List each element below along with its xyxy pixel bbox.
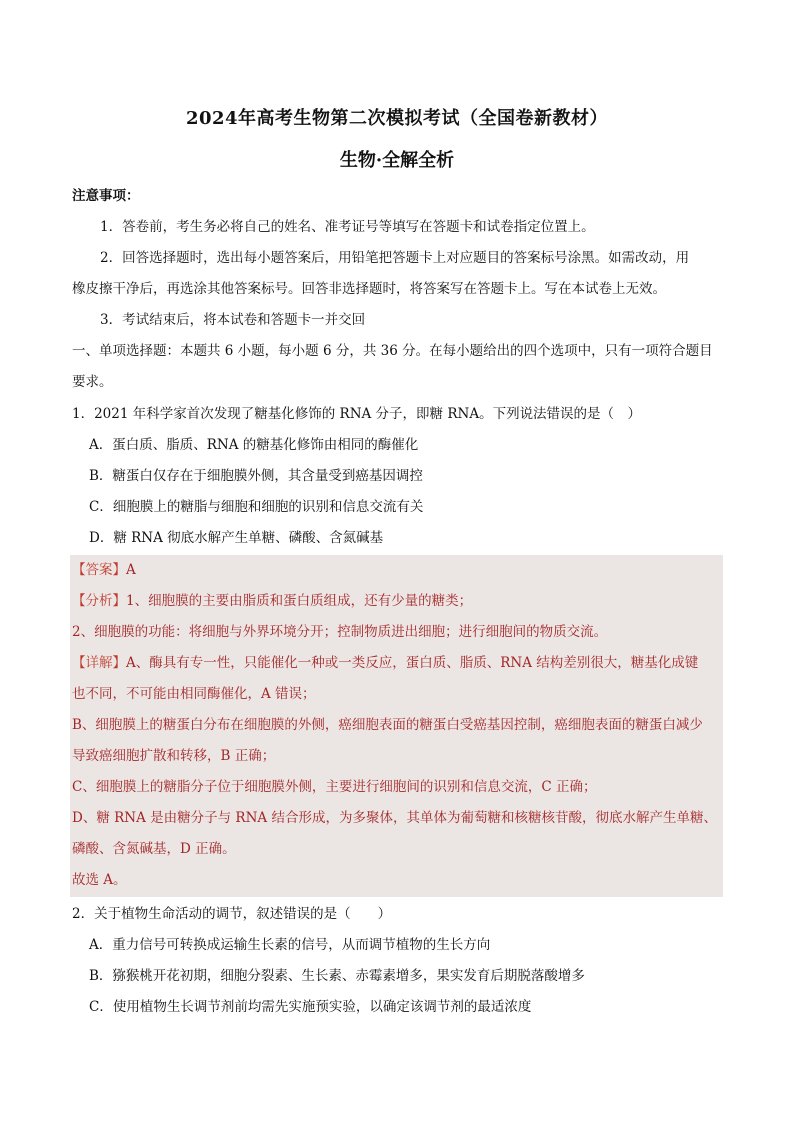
notice-heading: 注意事项： <box>72 188 140 204</box>
detail-line <box>72 654 698 672</box>
detail-text: A、酶具有专一性，只能催化一种或一类反应，蛋白质、脂质、RNA 结构差别很大，糖基化成键 <box>126 655 699 671</box>
question-option: A．重力信号可转换成运输生长素的信号，从而调节植物的生长方向 <box>89 937 491 953</box>
detail-text: 导致癌细胞扩散和转移，B 正确； <box>72 748 276 764</box>
analysis-tag: 【分析】 <box>72 593 126 609</box>
question-stem: 1．2021 年科学家首次发现了糖基化修饰的 RNA 分子，即糖 RNA。下列说法错误的是（ ） <box>72 406 642 422</box>
notice-item: 3．考试结束后，将本试卷和答题卡一并交回 <box>100 312 366 328</box>
analysis-line <box>72 592 472 610</box>
answer-tag: 【答案】 <box>72 562 126 578</box>
detail-text: C、细胞膜上的糖脂分子位于细胞膜外侧，主要进行细胞间的识别和信息交流，C 正确； <box>72 779 597 795</box>
question-option: B．猕猴桃开花初期，细胞分裂素、生长素、赤霉素增多，果实发育后期脱落酸增多 <box>89 968 585 984</box>
page-title: 2024年高考生物第二次模拟考试（全国卷新教材） <box>185 108 609 129</box>
analysis-text: 2、细胞膜的功能：将细胞与外界环境分开；控制物质进出细胞；进行细胞间的物质交流。 <box>72 624 608 640</box>
detail-text: B、细胞膜上的糖蛋白分布在细胞膜的外侧，癌细胞表面的糖蛋白受癌基因控制，癌细胞表面的糖蛋白减少 <box>72 717 703 733</box>
question-option: A．蛋白质、脂质、RNA 的糖基化修饰由相同的酶催化 <box>89 437 419 453</box>
detail-text: 也不同，不可能由相同酶催化，A 错误； <box>72 686 316 702</box>
question-option: B．糖蛋白仅存在于细胞膜外侧，其含量受到癌基因调控 <box>89 468 423 484</box>
question-option: D．糖 RNA 彻底水解产生单糖、磷酸、含氮碱基 <box>89 530 384 546</box>
detail-text: D、糖 RNA 是由糖分子与 RNA 结合形成，为多聚体，其单体为葡萄糖和核糖核苷酸，彻底水解产生单糖、 <box>72 810 717 826</box>
answer-value: A <box>126 562 136 578</box>
detail-tag: 【详解】 <box>72 655 126 671</box>
detail-text: 磷酸、含氮碱基，D 正确。 <box>72 841 236 857</box>
notice-item: 橡皮擦干净后，再选涂其他答案标号。回答非选择题时，将答案写在答题卡上。写在本试卷上无效。 <box>72 281 666 297</box>
notice-item: 1．答卷前，考生务必将自己的姓名、准考证号等填写在答题卡和试卷指定位置上。 <box>100 219 595 235</box>
section-heading: 一、单项选择题：本题共 6 小题，每小题 6 分，共 36 分。在每小题给出的四个选项中，只有一项符合题目 <box>72 343 713 359</box>
page-subtitle: 生物·全解全析 <box>339 150 455 171</box>
notice-item: 2．回答选择题时，选出每小题答案后，用铅笔把答题卡上对应题目的答案标号涂黑。如需改动，用 <box>100 250 690 266</box>
detail-conclusion: 故选 A。 <box>72 872 127 888</box>
question-option: C．细胞膜上的糖脂与细胞和细胞的识别和信息交流有关 <box>89 499 424 515</box>
section-heading-cont: 要求。 <box>72 374 113 390</box>
analysis-text: 1、细胞膜的主要由脂质和蛋白质组成，还有少量的糖类； <box>126 593 473 609</box>
question-stem: 2．关于植物生命活动的调节，叙述错误的是（ ） <box>72 906 392 922</box>
question-option: C．使用植物生长调节剂前均需先实施预实验，以确定该调节剂的最适浓度 <box>89 999 532 1015</box>
answer-line <box>72 561 136 579</box>
